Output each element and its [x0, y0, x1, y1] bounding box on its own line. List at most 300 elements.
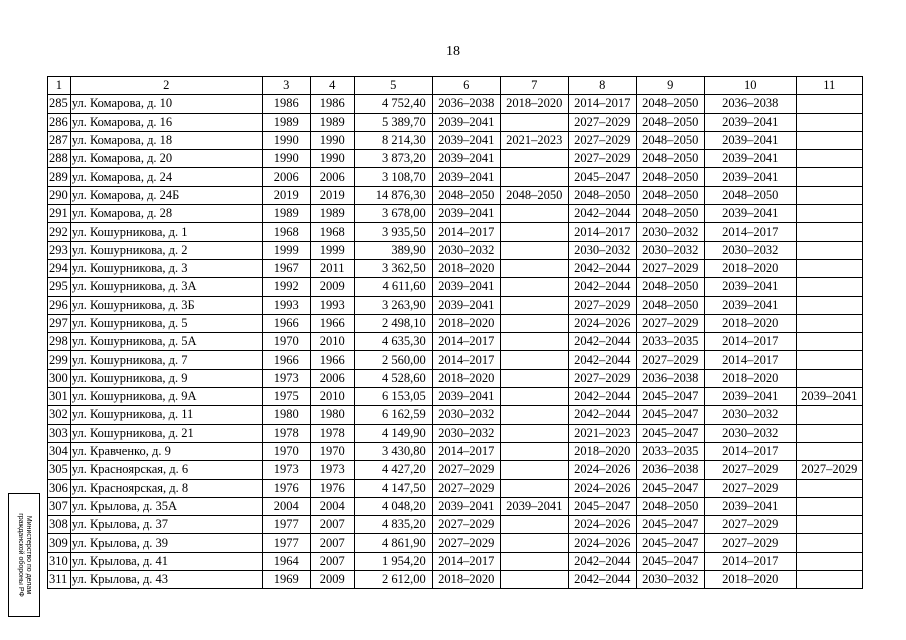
table-cell: 1986 [262, 95, 310, 113]
table-cell: 2042–2044 [568, 552, 636, 570]
table-cell: 2007 [310, 552, 354, 570]
table-cell: 291 [48, 205, 71, 223]
table-cell: 2030–2032 [704, 241, 796, 259]
table-cell: ул. Кошурникова, д. 1 [70, 223, 262, 241]
table-cell: 3 430,80 [354, 442, 432, 460]
table-cell: 2018–2020 [704, 369, 796, 387]
table-cell: 2006 [310, 369, 354, 387]
table-cell: 3 678,00 [354, 205, 432, 223]
table-cell [796, 333, 862, 351]
table-cell [500, 205, 568, 223]
column-header-2: 2 [70, 77, 262, 95]
table-cell: 1989 [262, 113, 310, 131]
table-cell: 2048–2050 [636, 95, 704, 113]
table-cell [500, 241, 568, 259]
table-cell: 1999 [310, 241, 354, 259]
header-row [48, 77, 863, 95]
table-cell: 2014–2017 [432, 442, 500, 460]
table-cell: 2019 [262, 186, 310, 204]
table-cell: 2014–2017 [568, 223, 636, 241]
table-cell: ул. Комарова, д. 24 [70, 168, 262, 186]
table-cell: 2027–2029 [568, 113, 636, 131]
table-cell: 286 [48, 113, 71, 131]
table-cell: 1990 [310, 131, 354, 149]
table-cell: 2039–2041 [704, 168, 796, 186]
table-cell: 2048–2050 [636, 205, 704, 223]
table-row [48, 150, 863, 168]
table-cell [796, 241, 862, 259]
table-cell: 5 389,70 [354, 113, 432, 131]
table-cell: 295 [48, 278, 71, 296]
table-cell [500, 278, 568, 296]
table-cell [500, 168, 568, 186]
table-cell: 2039–2041 [432, 388, 500, 406]
table-cell [500, 314, 568, 332]
table-cell: 1973 [262, 369, 310, 387]
table-cell: 1976 [310, 479, 354, 497]
table-cell: ул. Кравченко, д. 9 [70, 442, 262, 460]
table-row [48, 516, 863, 534]
table-row [48, 333, 863, 351]
table-cell: 2048–2050 [636, 150, 704, 168]
table-cell [796, 571, 862, 589]
table-cell: 2045–2047 [568, 168, 636, 186]
table-cell: 2039–2041 [432, 113, 500, 131]
table-cell: 290 [48, 186, 71, 204]
table-cell: 1964 [262, 552, 310, 570]
table-cell: 287 [48, 131, 71, 149]
table-cell: ул. Крылова, д. 39 [70, 534, 262, 552]
table-cell [500, 571, 568, 589]
table-cell: 1976 [262, 479, 310, 497]
table-cell: 2007 [310, 534, 354, 552]
table-cell: 2019 [310, 186, 354, 204]
table-cell: 2014–2017 [704, 442, 796, 460]
table-row [48, 351, 863, 369]
table-cell [500, 534, 568, 552]
table-cell: 2006 [310, 168, 354, 186]
table-cell: 14 876,30 [354, 186, 432, 204]
table-cell: 2 560,00 [354, 351, 432, 369]
table-cell: 2024–2026 [568, 516, 636, 534]
table-cell: 2018–2020 [432, 314, 500, 332]
table-cell: 310 [48, 552, 71, 570]
table-cell: 1973 [310, 461, 354, 479]
table-cell: 2039–2041 [704, 205, 796, 223]
table-cell: 2042–2044 [568, 278, 636, 296]
table-cell: 2039–2041 [704, 388, 796, 406]
table-cell: 2010 [310, 333, 354, 351]
table-cell [796, 113, 862, 131]
table-cell: 2048–2050 [636, 186, 704, 204]
table-cell: 1966 [262, 351, 310, 369]
table-cell: 1990 [262, 150, 310, 168]
table-cell: 6 162,59 [354, 406, 432, 424]
table-cell: 2042–2044 [568, 333, 636, 351]
table-cell: 2018–2020 [432, 259, 500, 277]
table-cell: 298 [48, 333, 71, 351]
table-cell: 2 498,10 [354, 314, 432, 332]
table-cell: ул. Кошурникова, д. 2 [70, 241, 262, 259]
table-cell: 304 [48, 442, 71, 460]
table-cell: 4 635,30 [354, 333, 432, 351]
table-cell: 2036–2038 [432, 95, 500, 113]
table-cell: 2048–2050 [636, 497, 704, 515]
table-row [48, 241, 863, 259]
table-cell: ул. Кошурникова, д. 3Б [70, 296, 262, 314]
table-row [48, 95, 863, 113]
table-cell: 1993 [262, 296, 310, 314]
table-cell: 303 [48, 424, 71, 442]
table-cell: 2018–2020 [704, 571, 796, 589]
table-cell [500, 424, 568, 442]
table-cell [500, 113, 568, 131]
table-cell: 302 [48, 406, 71, 424]
column-header-8: 8 [568, 77, 636, 95]
table-cell: 2024–2026 [568, 461, 636, 479]
table-row [48, 497, 863, 515]
table-cell: 4 611,60 [354, 278, 432, 296]
table-cell: 2048–2050 [432, 186, 500, 204]
table-cell: 2018–2020 [568, 442, 636, 460]
table-cell: 1970 [310, 442, 354, 460]
table-cell: 301 [48, 388, 71, 406]
table-cell: 2042–2044 [568, 388, 636, 406]
table-cell [796, 497, 862, 515]
table-cell: ул. Кошурникова, д. 11 [70, 406, 262, 424]
table-cell: 2027–2029 [568, 296, 636, 314]
table-cell: 2039–2041 [704, 278, 796, 296]
table-cell: 2039–2041 [704, 113, 796, 131]
table-cell: 2014–2017 [432, 223, 500, 241]
table-cell: 2004 [262, 497, 310, 515]
table-cell: 296 [48, 296, 71, 314]
table-cell: ул. Комарова, д. 10 [70, 95, 262, 113]
table-cell: 2042–2044 [568, 571, 636, 589]
table-cell [796, 351, 862, 369]
table-cell: ул. Комарова, д. 20 [70, 150, 262, 168]
table-cell [796, 296, 862, 314]
table-cell: 2042–2044 [568, 205, 636, 223]
table-cell: 4 048,20 [354, 497, 432, 515]
table-cell: 311 [48, 571, 71, 589]
table-cell: 3 362,50 [354, 259, 432, 277]
table-row [48, 461, 863, 479]
registration-stamp [8, 493, 40, 617]
table-cell: 1999 [262, 241, 310, 259]
table-cell: 2039–2041 [432, 150, 500, 168]
table-cell: 2024–2026 [568, 534, 636, 552]
table-cell: 3 108,70 [354, 168, 432, 186]
table-cell: 2030–2032 [432, 424, 500, 442]
table-cell: 2030–2032 [704, 406, 796, 424]
table-cell: 2009 [310, 278, 354, 296]
table-row [48, 223, 863, 241]
table-cell: 300 [48, 369, 71, 387]
table-cell [796, 278, 862, 296]
column-header-1: 1 [48, 77, 71, 95]
table-cell: 305 [48, 461, 71, 479]
table-cell: 2036–2038 [704, 95, 796, 113]
table-cell: 1973 [262, 461, 310, 479]
table-cell: 2048–2050 [636, 296, 704, 314]
table-row [48, 314, 863, 332]
table-cell: 2045–2047 [636, 424, 704, 442]
table-cell: 2014–2017 [432, 351, 500, 369]
table-cell: 306 [48, 479, 71, 497]
table-cell: 2039–2041 [704, 150, 796, 168]
table-cell: 2014–2017 [704, 552, 796, 570]
table-cell: 1989 [310, 205, 354, 223]
table-row [48, 534, 863, 552]
table-row [48, 442, 863, 460]
table-cell: 4 528,60 [354, 369, 432, 387]
table-cell: 4 147,50 [354, 479, 432, 497]
table-cell: 2014–2017 [704, 223, 796, 241]
table-row [48, 131, 863, 149]
table-cell: 2018–2020 [704, 314, 796, 332]
table-cell: 2039–2041 [432, 205, 500, 223]
table-row [48, 571, 863, 589]
table-cell: 2027–2029 [704, 516, 796, 534]
table-cell: 3 935,50 [354, 223, 432, 241]
table-cell [796, 205, 862, 223]
table-cell: 2045–2047 [636, 516, 704, 534]
table-cell: 2011 [310, 259, 354, 277]
table-cell [500, 259, 568, 277]
table-cell: 1970 [262, 442, 310, 460]
table-cell: ул. Крылова, д. 43 [70, 571, 262, 589]
table-cell: 2039–2041 [796, 388, 862, 406]
table-cell [796, 424, 862, 442]
table-cell: 2027–2029 [636, 259, 704, 277]
table-cell: 2039–2041 [500, 497, 568, 515]
table-cell: 2027–2029 [568, 369, 636, 387]
table-cell: 1977 [262, 516, 310, 534]
table-cell [796, 95, 862, 113]
table-cell [796, 223, 862, 241]
table-cell: 2045–2047 [568, 497, 636, 515]
table-cell [500, 369, 568, 387]
table-cell: ул. Кошурникова, д. 3 [70, 259, 262, 277]
table-cell: 2027–2029 [704, 461, 796, 479]
table-cell [500, 150, 568, 168]
table-cell: 1967 [262, 259, 310, 277]
table-cell [796, 186, 862, 204]
table-cell: 1977 [262, 534, 310, 552]
table-cell: 285 [48, 95, 71, 113]
table-cell: 2048–2050 [568, 186, 636, 204]
table-cell: 2048–2050 [636, 113, 704, 131]
table-row [48, 479, 863, 497]
table-cell: ул. Кошурникова, д. 9А [70, 388, 262, 406]
table-cell: 2014–2017 [432, 552, 500, 570]
table-cell: 2030–2032 [636, 241, 704, 259]
table-cell: 2014–2017 [432, 333, 500, 351]
data-table [47, 76, 863, 589]
table-cell: 1978 [262, 424, 310, 442]
table-cell [796, 259, 862, 277]
table-cell: 1989 [310, 113, 354, 131]
table-cell: 4 861,90 [354, 534, 432, 552]
table-cell: 2027–2029 [432, 534, 500, 552]
table-cell: 1968 [310, 223, 354, 241]
table-cell: 3 263,90 [354, 296, 432, 314]
table-cell: 1990 [310, 150, 354, 168]
table-cell: 1966 [262, 314, 310, 332]
table-cell: 2039–2041 [704, 131, 796, 149]
table-cell: 2027–2029 [796, 461, 862, 479]
table-row [48, 186, 863, 204]
table-cell: 6 153,05 [354, 388, 432, 406]
table-cell: 2018–2020 [500, 95, 568, 113]
table-cell [500, 388, 568, 406]
table-cell: ул. Кошурникова, д. 3А [70, 278, 262, 296]
stamp-text: Министерство по делам гражданской обороны РФ [17, 513, 32, 597]
table-cell: 2045–2047 [636, 388, 704, 406]
table-cell [796, 406, 862, 424]
table-cell: 2027–2029 [432, 479, 500, 497]
table-row [48, 388, 863, 406]
table-cell: 2030–2032 [636, 571, 704, 589]
table-cell: 2039–2041 [432, 131, 500, 149]
table-cell: 1 954,20 [354, 552, 432, 570]
table-cell: ул. Крылова, д. 35А [70, 497, 262, 515]
table-cell [796, 131, 862, 149]
table-cell: 2004 [310, 497, 354, 515]
table-cell: 2030–2032 [432, 241, 500, 259]
table-cell: 2018–2020 [432, 369, 500, 387]
page-number: 18 [446, 44, 460, 59]
table-row [48, 278, 863, 296]
table-cell: 2018–2020 [704, 259, 796, 277]
table-cell [500, 223, 568, 241]
column-header-7: 7 [500, 77, 568, 95]
table-cell: 2045–2047 [636, 534, 704, 552]
table-cell: 2033–2035 [636, 442, 704, 460]
table-cell: 2018–2020 [432, 571, 500, 589]
table-cell: 1992 [262, 278, 310, 296]
table-cell [500, 442, 568, 460]
table-cell: 2027–2029 [704, 479, 796, 497]
table-cell: 4 835,20 [354, 516, 432, 534]
table-cell: 1966 [310, 314, 354, 332]
column-header-4: 4 [310, 77, 354, 95]
table-cell: 2039–2041 [432, 168, 500, 186]
table-cell: 2021–2023 [568, 424, 636, 442]
table-cell: ул. Красноярская, д. 6 [70, 461, 262, 479]
table-cell: 1980 [262, 406, 310, 424]
table-cell: 2030–2032 [432, 406, 500, 424]
column-header-6: 6 [432, 77, 500, 95]
table-cell: 2039–2041 [704, 296, 796, 314]
table-cell: 1978 [310, 424, 354, 442]
table-cell: 1989 [262, 205, 310, 223]
table-cell [500, 552, 568, 570]
table-cell: ул. Крылова, д. 37 [70, 516, 262, 534]
table-cell: 289 [48, 168, 71, 186]
table-row [48, 369, 863, 387]
table-cell: 1970 [262, 333, 310, 351]
table-row [48, 205, 863, 223]
table-cell: ул. Кошурникова, д. 5А [70, 333, 262, 351]
table-cell: 2006 [262, 168, 310, 186]
table-row [48, 259, 863, 277]
table-cell: 288 [48, 150, 71, 168]
table-cell: 1990 [262, 131, 310, 149]
table-cell: 2030–2032 [704, 424, 796, 442]
table-cell [500, 461, 568, 479]
table-cell: ул. Крылова, д. 41 [70, 552, 262, 570]
table-cell: 2039–2041 [432, 278, 500, 296]
table-cell: 293 [48, 241, 71, 259]
table-cell: ул. Кошурникова, д. 7 [70, 351, 262, 369]
table-cell: 4 149,90 [354, 424, 432, 442]
table-cell: 2027–2029 [636, 351, 704, 369]
table-cell [500, 351, 568, 369]
table-cell [500, 479, 568, 497]
column-header-5: 5 [354, 77, 432, 95]
column-header-3: 3 [262, 77, 310, 95]
table-cell: ул. Комарова, д. 28 [70, 205, 262, 223]
table-cell: 2048–2050 [636, 168, 704, 186]
table-cell [796, 369, 862, 387]
table-cell: 2014–2017 [704, 351, 796, 369]
table-cell: 2 612,00 [354, 571, 432, 589]
table-cell: ул. Комарова, д. 16 [70, 113, 262, 131]
table-cell: 2014–2017 [568, 95, 636, 113]
table-cell: 2045–2047 [636, 406, 704, 424]
table-cell: 2048–2050 [636, 278, 704, 296]
table-cell: 307 [48, 497, 71, 515]
table-cell: 297 [48, 314, 71, 332]
table-cell [500, 296, 568, 314]
table-cell: 1993 [310, 296, 354, 314]
table-cell [796, 442, 862, 460]
table-cell: 2039–2041 [432, 497, 500, 515]
table-row [48, 552, 863, 570]
table-cell: 2042–2044 [568, 259, 636, 277]
table-cell [796, 150, 862, 168]
table-cell: 2024–2026 [568, 479, 636, 497]
table-cell: 2036–2038 [636, 369, 704, 387]
table-cell [796, 534, 862, 552]
table-cell [500, 516, 568, 534]
table-cell: 2045–2047 [636, 479, 704, 497]
table-cell: 2033–2035 [636, 333, 704, 351]
table-cell: ул. Кошурникова, д. 9 [70, 369, 262, 387]
table-cell: 2024–2026 [568, 314, 636, 332]
table-cell [796, 516, 862, 534]
table-cell: 1966 [310, 351, 354, 369]
column-header-9: 9 [636, 77, 704, 95]
table-cell [500, 406, 568, 424]
table-cell: 2048–2050 [636, 131, 704, 149]
table-cell: 1968 [262, 223, 310, 241]
table-cell: 2014–2017 [704, 333, 796, 351]
table-cell: 2042–2044 [568, 351, 636, 369]
table-row [48, 296, 863, 314]
table-cell: 2009 [310, 571, 354, 589]
table-cell: 2007 [310, 516, 354, 534]
table-cell: 2021–2023 [500, 131, 568, 149]
table-cell: ул. Комарова, д. 24Б [70, 186, 262, 204]
table-cell: 389,90 [354, 241, 432, 259]
table-cell: 1986 [310, 95, 354, 113]
table-cell: 309 [48, 534, 71, 552]
table-cell: 2027–2029 [432, 516, 500, 534]
table-cell [796, 479, 862, 497]
